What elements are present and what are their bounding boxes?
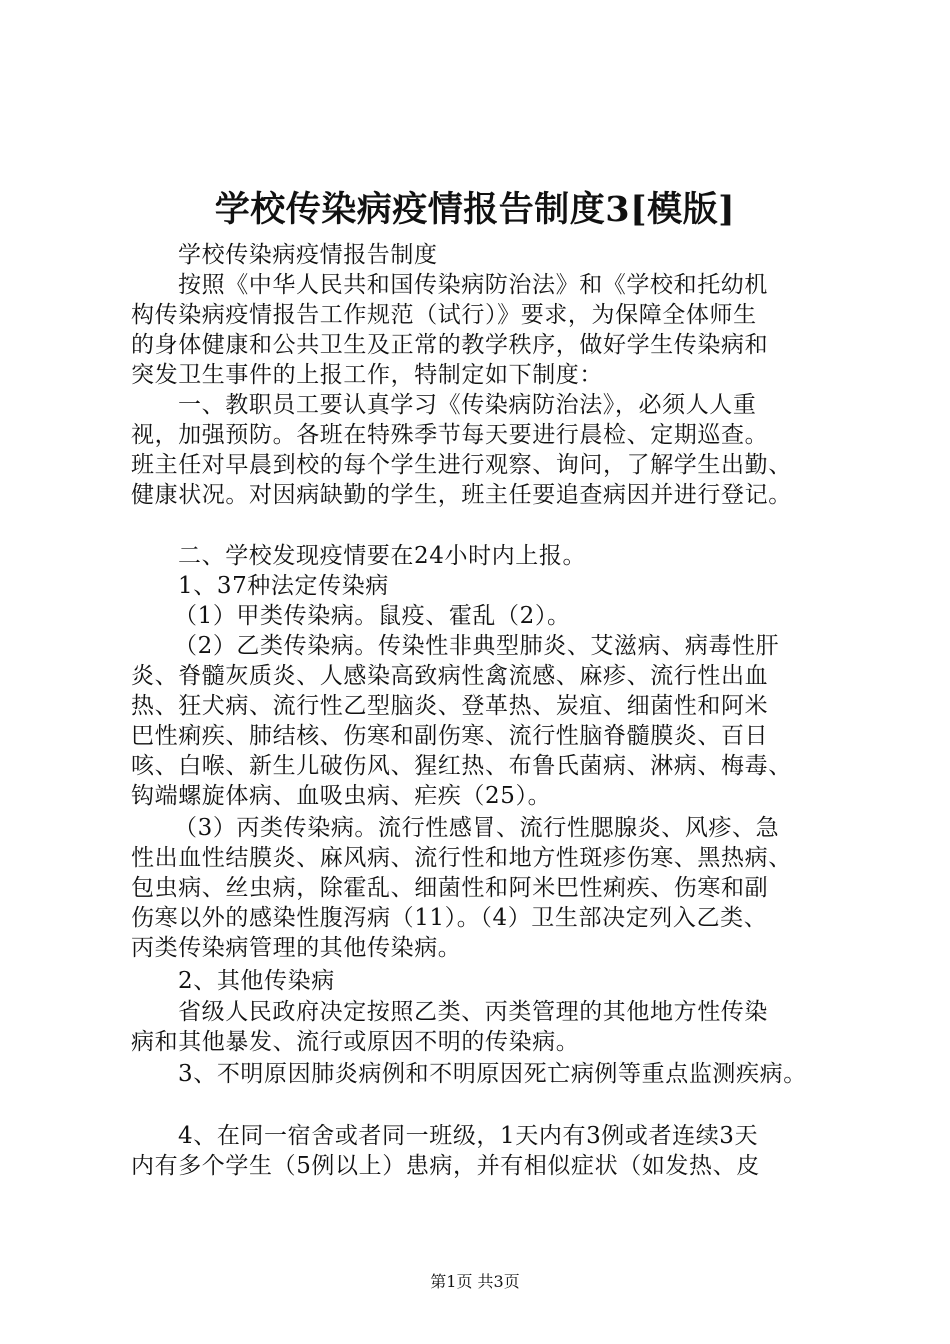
body-line: （2）乙类传染病。传染性非典型肺炎、艾滋病、病毒性肝 <box>174 633 780 659</box>
body-line: 伤寒以外的感染性腹泻病（11）。（4）卫生部决定列入乙类、 <box>131 905 768 931</box>
body-line: 热、狂犬病、流行性乙型脑炎、登革热、炭疽、细菌性和阿米 <box>131 693 769 719</box>
body-line: 省级人民政府决定按照乙类、丙类管理的其他地方性传染 <box>178 999 768 1025</box>
body-line: 4、在同一宿舍或者同一班级，1天内有3例或者连续3天 <box>178 1123 759 1149</box>
body-line: 3、不明原因肺炎病例和不明原因死亡病例等重点监测疾病。 <box>178 1061 807 1087</box>
body-line: 病和其他暴发、流行或原因不明的传染病。 <box>131 1029 580 1055</box>
body-line: 学校传染病疫情报告制度 <box>178 242 438 268</box>
body-line: 丙类传染病管理的其他传染病。 <box>131 935 462 961</box>
body-line: 性出血性结膜炎、麻风病、流行性和地方性斑疹伤寒、黑热病、 <box>131 845 792 871</box>
body-line: 按照《中华人民共和国传染病防治法》和《学校和托幼机 <box>178 272 768 298</box>
body-line: 包虫病、丝虫病，除霍乱、细菌性和阿米巴性痢疾、伤寒和副 <box>131 875 769 901</box>
body-line: 内有多个学生（5例以上）患病，并有相似症状（如发热、皮 <box>131 1153 760 1179</box>
body-line: 2、其他传染病 <box>178 968 335 994</box>
page-indicator: 第1页 共3页 <box>430 1272 520 1291</box>
body-line: 突发卫生事件的上报工作，特制定如下制度： <box>131 362 603 388</box>
body-line: （3）丙类传染病。流行性感冒、流行性腮腺炎、风疹、急 <box>174 815 780 841</box>
body-line: 钩端螺旋体病、血吸虫病、疟疾（25）。 <box>131 783 552 809</box>
body-line: 视，加强预防。各班在特殊季节每天要进行晨检、定期巡查。 <box>131 422 769 448</box>
body-line: 二、学校发现疫情要在24小时内上报。 <box>178 543 587 569</box>
body-line: （1）甲类传染病。鼠疫、霍乱（2）。 <box>174 603 571 629</box>
body-line: 构传染病疫情报告工作规范（试行）》要求，为保障全体师生 <box>131 302 757 328</box>
body-line: 健康状况。对因病缺勤的学生，班主任要追查病因并进行登记。 <box>131 482 792 508</box>
body-line: 一、教职员工要认真学习《传染病防治法》，必须人人重 <box>178 392 757 418</box>
body-line: 咳、白喉、新生儿破伤风、猩红热、布鲁氏菌病、淋病、梅毒、 <box>131 753 792 779</box>
body-line: 班主任对早晨到校的每个学生进行观察、询问，了解学生出勤、 <box>131 452 792 478</box>
body-line: 巴性痢疾、肺结核、伤寒和副伤寒、流行性脑脊髓膜炎、百日 <box>131 723 769 749</box>
body-line: 炎、脊髓灰质炎、人感染高致病性禽流感、麻疹、流行性出血 <box>131 663 769 689</box>
page-title: 学校传染病疫情报告制度3[模版] <box>214 189 736 230</box>
body-line: 1、37种法定传染病 <box>178 573 389 599</box>
body-line: 的身体健康和公共卫生及正常的教学秩序，做好学生传染病和 <box>131 332 769 358</box>
